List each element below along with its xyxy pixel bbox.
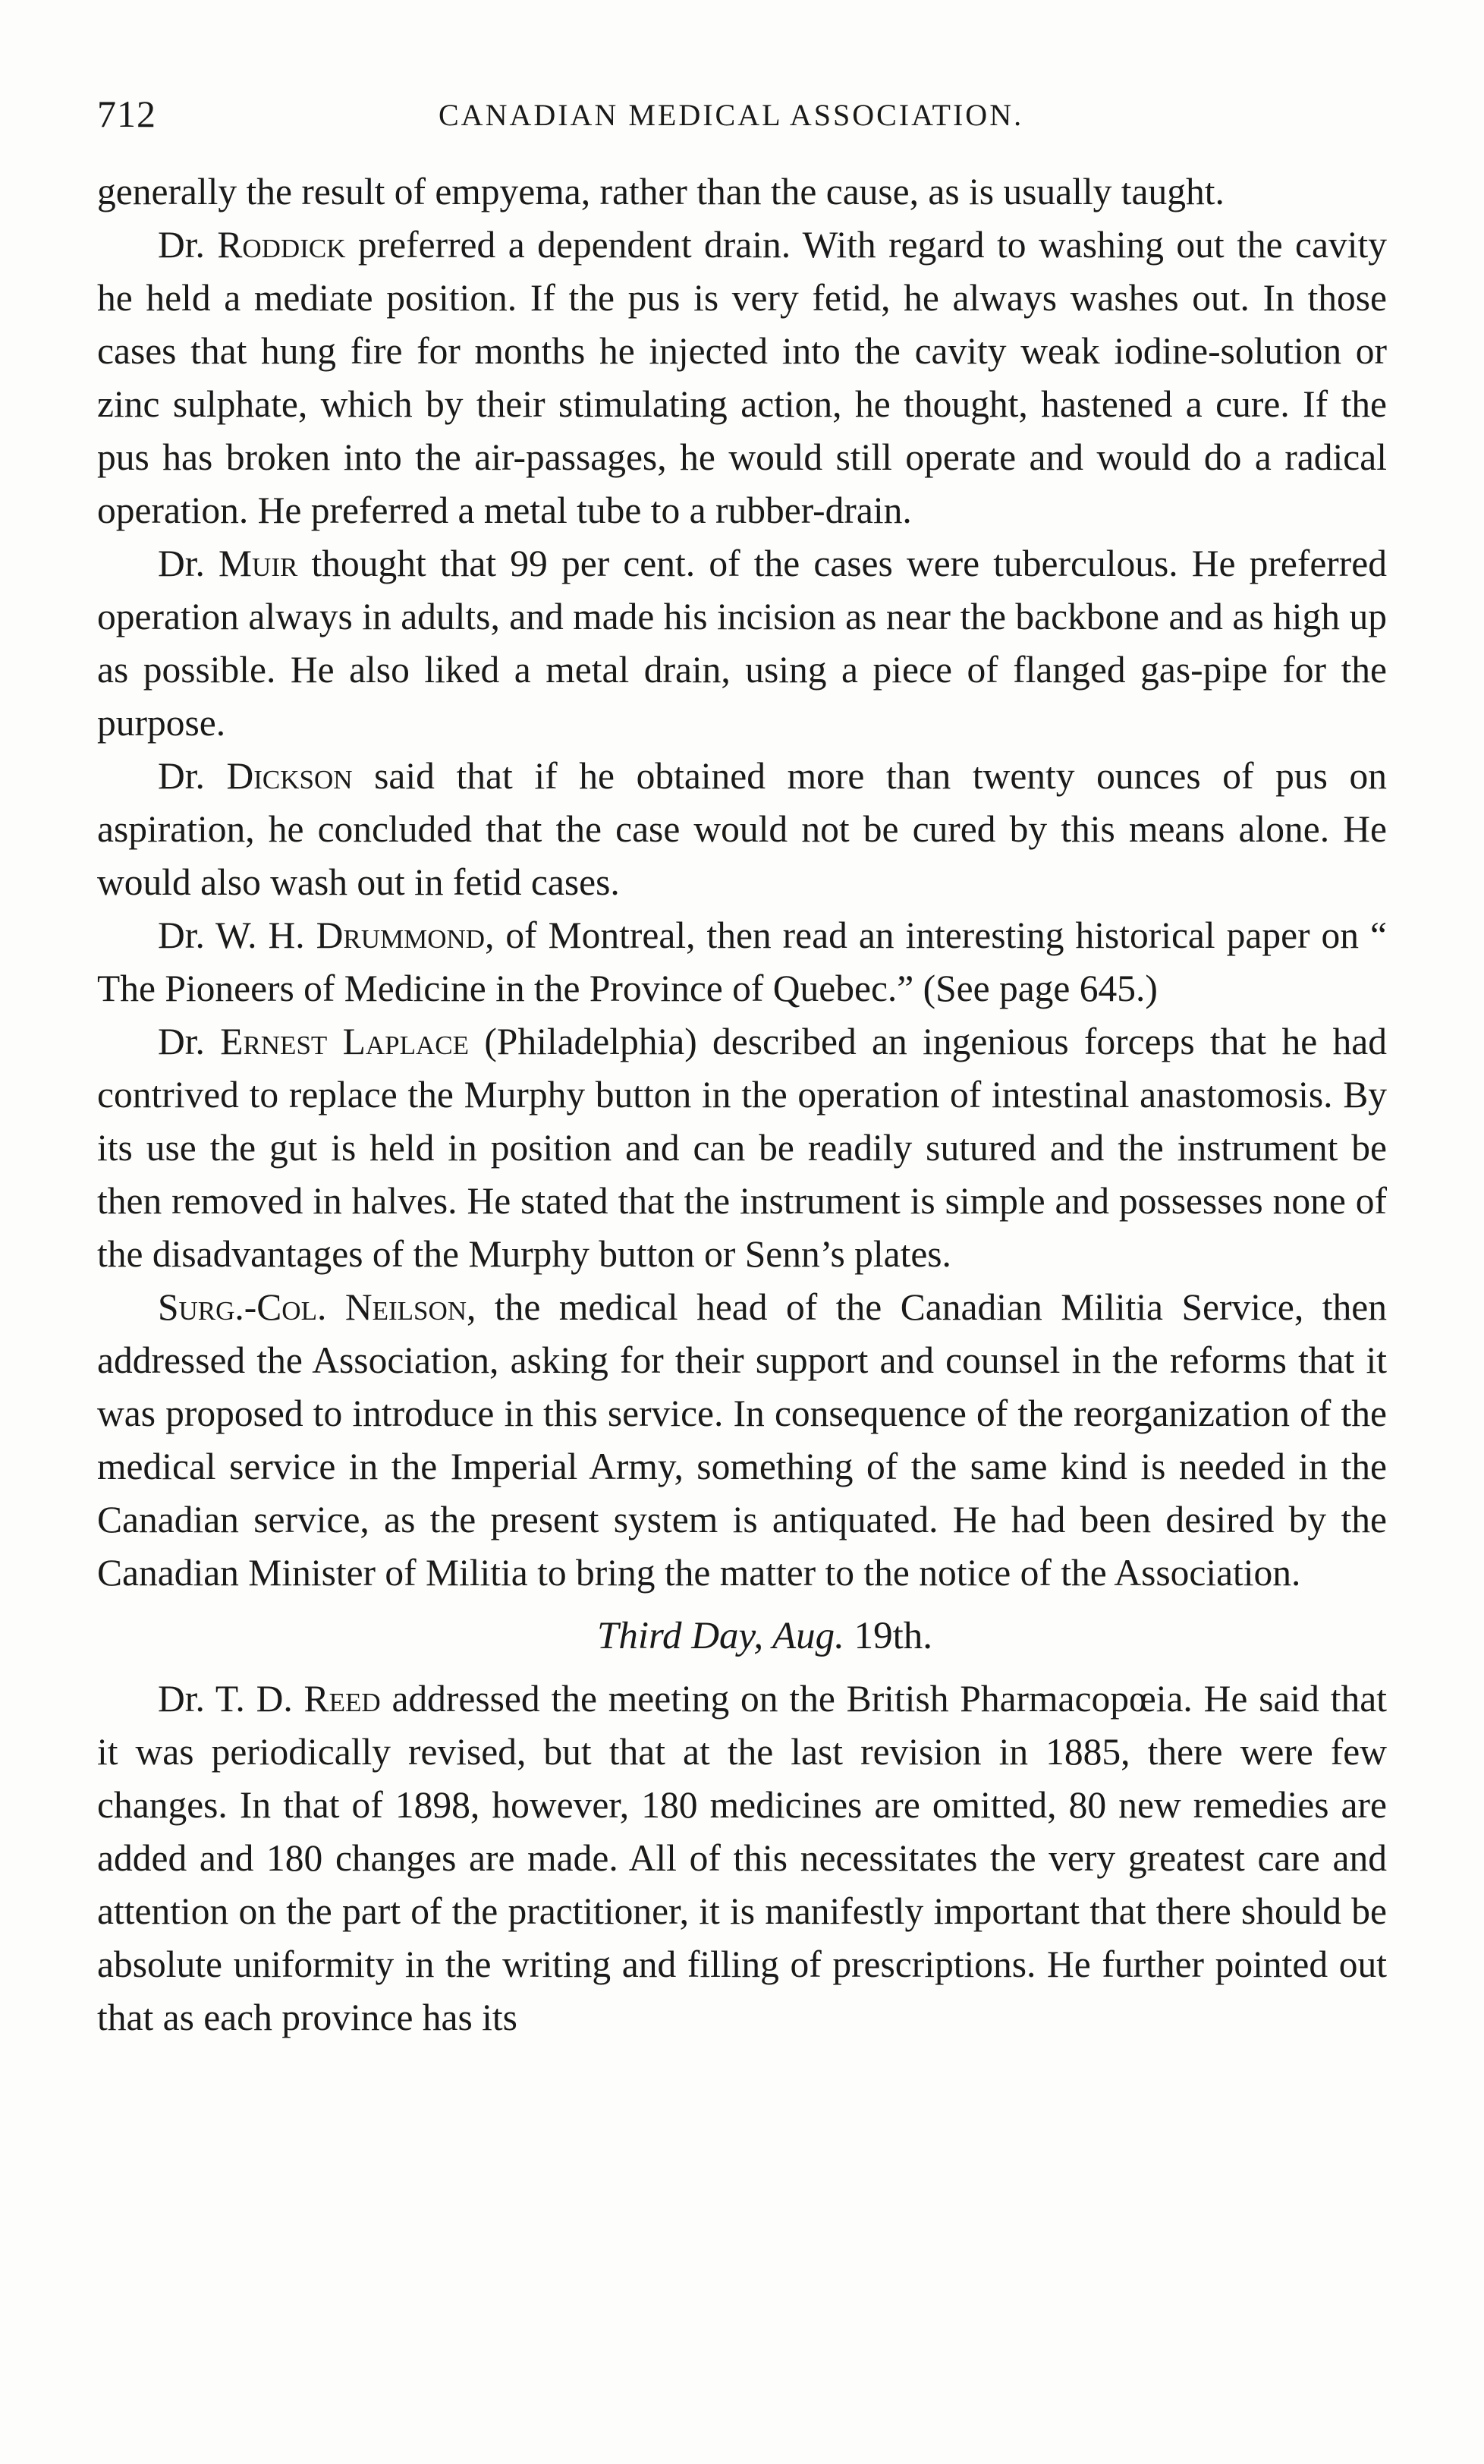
paragraph-reed — [97, 1673, 1387, 2044]
paragraph-continuation — [97, 165, 1387, 219]
speaker-prefix: Dr. — [158, 1021, 221, 1062]
paragraph-text: thought that 99 per cent. of the cases were tuberculous. He preferred operation always in adults, and made his incision as near the backbone and as high up as possible. He also liked a metal drain, using a piece of flanged gas-pipe for the purpose. — [97, 543, 1387, 744]
paragraph-dickson — [97, 750, 1387, 909]
paragraph-text: (Philadelphia) described an ingenious forceps that he had contrived to replace the Murphy button in the operation of intestinal anastomosis. By its use the gut is held in position and can be readily sutured and the instrument be then removed in halves. He stated that the instrument is simple and possesses none of the disadvantages of the Murphy button or Senn’s plates. — [97, 1021, 1387, 1275]
speaker-name: Surg.-Col. Neilson — [158, 1286, 467, 1328]
paragraph-text: said that if he obtained more than twenty ounces of pus on aspiration, he concluded that the case would not be cured by this means alone. He would also wash out in fetid cases. — [97, 755, 1387, 903]
speaker-name: Reed — [303, 1678, 381, 1720]
page-number: 712 — [97, 93, 156, 135]
section-heading-date: 19th. — [844, 1615, 933, 1657]
speaker-prefix: Dr. T. D. — [158, 1678, 304, 1720]
paragraph-text: preferred a dependent drain. With regard to washing out the cavity he held a mediate position. If the pus is very fetid, he always washes out. In those cases that hung fire for months he injected into the cavity weak iodine-solution or zinc sulphate, which by their stimulating action, he thought, hastened a cure. If the pus has broken into the air-passages, he would still operate and would do a radical operation. He preferred a metal tube to a rubber-drain. — [97, 224, 1388, 531]
running-head — [97, 91, 1387, 137]
speaker-prefix: Dr. W. H. — [158, 914, 316, 956]
speaker-name: Ernest Laplace — [220, 1021, 469, 1062]
paragraph-text: , the medical head of the Canadian Militia Service, then addressed the Association, asking for their support and counsel in the reforms that it was proposed to introduce in this service. In consequence of the reorganization of the medical service in the Imperial Army, something of the same kind is needed in the Canadian service, as the present system is antiquated. He had been desired by the Canadian Minister of Militia to bring the matter to the notice of the Association. — [97, 1286, 1387, 1594]
speaker-prefix: Dr. — [158, 224, 218, 266]
section-heading — [97, 1600, 1387, 1673]
speaker-prefix: Dr. — [158, 755, 227, 797]
paragraph-laplace — [97, 1015, 1387, 1281]
speaker-name: Muir — [219, 543, 298, 584]
speaker-name: Drummond — [316, 914, 486, 956]
body-text — [97, 165, 1387, 2044]
paragraph-text: generally the result of empyema, rather than the cause, as is usually taught. — [97, 171, 1225, 212]
paragraph-text: , of Montreal, then read an interesting historical paper on “ The Pioneers of Medicine in the Province of Quebec.” (See page 645.) — [97, 914, 1388, 1009]
paragraph-roddick — [97, 219, 1387, 537]
paragraph-text: addressed the meeting on the British Pharmacopœia. He said that it was periodically revised, but that at the last revision in 1885, there were few changes. In that of 1898, however, 180 medicines are omitted, 80 new remedies are added and 180 changes are made. All of this necessitates the very greatest care and attention on the part of the practitioner, it is manifestly important that there should be absolute uniformity in the writing and filling of prescriptions. He further pointed out that as each province has its — [97, 1678, 1387, 2038]
speaker-prefix: Dr. — [158, 543, 219, 584]
paragraph-neilson — [97, 1281, 1387, 1600]
running-title: CANADIAN MEDICAL ASSOCIATION. — [439, 98, 1024, 132]
paragraph-drummond — [97, 909, 1387, 1015]
paragraph-muir — [97, 537, 1387, 750]
speaker-name: Roddick — [217, 224, 346, 266]
speaker-name: Dickson — [226, 755, 353, 797]
section-heading-italic: Third Day, Aug. — [596, 1615, 844, 1657]
